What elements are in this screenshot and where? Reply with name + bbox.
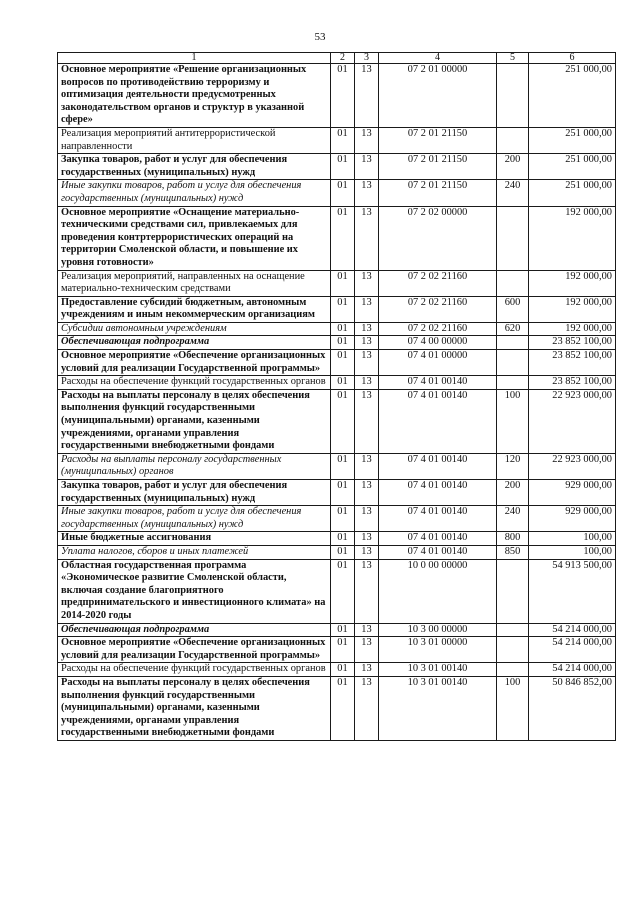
row-subsection-cell: 13 xyxy=(355,154,379,180)
table-row xyxy=(58,180,616,206)
row-name-cell: Уплата налогов, сборов и иных платежей xyxy=(58,545,331,559)
row-amount-cell: 54 214 000,00 xyxy=(529,623,616,637)
row-subsection-cell: 13 xyxy=(355,206,379,270)
row-amount-cell: 54 214 000,00 xyxy=(529,637,616,663)
table-row xyxy=(58,453,616,479)
row-name-cell: Расходы на выплаты персоналу в целях обеспечения выполнения функций государственными (муниципальными) органами, казенными учреждениями, органами управления государственными внебюджетными фондами xyxy=(58,389,331,453)
table-row xyxy=(58,676,616,740)
table-row xyxy=(58,506,616,532)
row-subsection-cell: 13 xyxy=(355,637,379,663)
table-row xyxy=(58,532,616,546)
table-row xyxy=(58,623,616,637)
table-row xyxy=(58,350,616,376)
table-row xyxy=(58,559,616,623)
row-expense-type-cell: 100 xyxy=(497,389,529,453)
row-name-cell: Иные закупки товаров, работ и услуг для обеспечения государственных (муниципальных) нужд xyxy=(58,180,331,206)
table-body xyxy=(58,64,616,741)
row-target-article-cell: 07 4 01 00140 xyxy=(379,545,497,559)
row-name-cell: Расходы на выплаты персоналу в целях обеспечения выполнения функций государственными (муниципальными) органами, казенными учреждениями, органами управления государственными внебюджетными фондами xyxy=(58,676,331,740)
row-target-article-cell: 07 2 01 21150 xyxy=(379,180,497,206)
row-subsection-cell: 13 xyxy=(355,127,379,153)
row-section-cell: 01 xyxy=(331,545,355,559)
row-target-article-cell: 07 4 01 00000 xyxy=(379,350,497,376)
column-header: 6 xyxy=(529,53,616,64)
row-section-cell: 01 xyxy=(331,453,355,479)
row-subsection-cell: 13 xyxy=(355,322,379,336)
row-target-article-cell: 07 4 00 00000 xyxy=(379,336,497,350)
row-amount-cell: 251 000,00 xyxy=(529,64,616,128)
row-target-article-cell: 07 2 01 00000 xyxy=(379,64,497,128)
row-section-cell: 01 xyxy=(331,64,355,128)
row-section-cell: 01 xyxy=(331,206,355,270)
page-number: 53 xyxy=(314,31,326,43)
row-expense-type-cell xyxy=(497,376,529,390)
row-name-cell: Обеспечивающая подпрограмма xyxy=(58,336,331,350)
budget-table xyxy=(57,52,616,741)
row-target-article-cell: 10 0 00 00000 xyxy=(379,559,497,623)
row-amount-cell: 192 000,00 xyxy=(529,270,616,296)
row-subsection-cell: 13 xyxy=(355,453,379,479)
row-target-article-cell: 07 2 01 21150 xyxy=(379,127,497,153)
row-subsection-cell: 13 xyxy=(355,532,379,546)
row-expense-type-cell xyxy=(497,64,529,128)
row-target-article-cell: 07 2 02 21160 xyxy=(379,296,497,322)
row-name-cell: Субсидии автономным учреждениям xyxy=(58,322,331,336)
row-name-cell: Областная государственная программа «Экономическое развитие Смоленской области, включая создание благоприятного предпринимательского и инвестиционного климата» на 2014-2020 годы xyxy=(58,559,331,623)
row-name-cell: Закупка товаров, работ и услуг для обеспечения государственных (муниципальных) нужд xyxy=(58,154,331,180)
row-section-cell: 01 xyxy=(331,350,355,376)
row-expense-type-cell: 850 xyxy=(497,545,529,559)
row-section-cell: 01 xyxy=(331,154,355,180)
row-section-cell: 01 xyxy=(331,532,355,546)
row-target-article-cell: 10 3 00 00000 xyxy=(379,623,497,637)
row-expense-type-cell xyxy=(497,559,529,623)
row-expense-type-cell: 620 xyxy=(497,322,529,336)
row-section-cell: 01 xyxy=(331,322,355,336)
row-expense-type-cell xyxy=(497,127,529,153)
row-expense-type-cell: 240 xyxy=(497,180,529,206)
row-target-article-cell: 07 2 01 21150 xyxy=(379,154,497,180)
row-expense-type-cell xyxy=(497,350,529,376)
row-name-cell: Основное мероприятие «Оснащение материально-техническими средствами сил, привлекаемых для проведения контртеррористических операций на территории Смоленской области, и повышение их уровня готовности» xyxy=(58,206,331,270)
column-header: 2 xyxy=(331,53,355,64)
row-amount-cell: 192 000,00 xyxy=(529,206,616,270)
table-row xyxy=(58,154,616,180)
row-expense-type-cell: 200 xyxy=(497,480,529,506)
row-expense-type-cell: 600 xyxy=(497,296,529,322)
row-section-cell: 01 xyxy=(331,376,355,390)
table-header-row xyxy=(58,53,616,64)
row-target-article-cell: 07 4 01 00140 xyxy=(379,389,497,453)
table-row xyxy=(58,206,616,270)
row-expense-type-cell xyxy=(497,270,529,296)
row-target-article-cell: 07 2 02 00000 xyxy=(379,206,497,270)
row-amount-cell: 251 000,00 xyxy=(529,127,616,153)
row-amount-cell: 100,00 xyxy=(529,545,616,559)
table-row xyxy=(58,296,616,322)
row-name-cell: Расходы на обеспечение функций государственных органов xyxy=(58,663,331,677)
row-amount-cell: 251 000,00 xyxy=(529,154,616,180)
row-subsection-cell: 13 xyxy=(355,180,379,206)
row-amount-cell: 100,00 xyxy=(529,532,616,546)
row-subsection-cell: 13 xyxy=(355,270,379,296)
table-row xyxy=(58,127,616,153)
row-name-cell: Расходы на обеспечение функций государственных органов xyxy=(58,376,331,390)
row-subsection-cell: 13 xyxy=(355,545,379,559)
row-amount-cell: 251 000,00 xyxy=(529,180,616,206)
row-subsection-cell: 13 xyxy=(355,350,379,376)
row-target-article-cell: 10 3 01 00140 xyxy=(379,676,497,740)
row-expense-type-cell: 100 xyxy=(497,676,529,740)
row-section-cell: 01 xyxy=(331,637,355,663)
table-row xyxy=(58,545,616,559)
table-row xyxy=(58,376,616,390)
row-subsection-cell: 13 xyxy=(355,623,379,637)
row-name-cell: Предоставление субсидий бюджетным, автономным учреждениям и иным некоммерческим организациям xyxy=(58,296,331,322)
row-subsection-cell: 13 xyxy=(355,64,379,128)
row-amount-cell: 929 000,00 xyxy=(529,480,616,506)
row-section-cell: 01 xyxy=(331,623,355,637)
row-amount-cell: 23 852 100,00 xyxy=(529,376,616,390)
row-section-cell: 01 xyxy=(331,676,355,740)
row-subsection-cell: 13 xyxy=(355,389,379,453)
table-row xyxy=(58,480,616,506)
column-header: 3 xyxy=(355,53,379,64)
row-section-cell: 01 xyxy=(331,180,355,206)
row-amount-cell: 54 913 500,00 xyxy=(529,559,616,623)
row-expense-type-cell: 200 xyxy=(497,154,529,180)
row-expense-type-cell: 120 xyxy=(497,453,529,479)
row-section-cell: 01 xyxy=(331,663,355,677)
row-amount-cell: 22 923 000,00 xyxy=(529,453,616,479)
row-amount-cell: 23 852 100,00 xyxy=(529,336,616,350)
row-section-cell: 01 xyxy=(331,270,355,296)
column-header: 4 xyxy=(379,53,497,64)
row-subsection-cell: 13 xyxy=(355,376,379,390)
table-row xyxy=(58,663,616,677)
row-amount-cell: 929 000,00 xyxy=(529,506,616,532)
row-name-cell: Основное мероприятие «Обеспечение организационных условий для реализации Государственной программы» xyxy=(58,350,331,376)
row-amount-cell: 192 000,00 xyxy=(529,322,616,336)
row-section-cell: 01 xyxy=(331,480,355,506)
row-expense-type-cell: 240 xyxy=(497,506,529,532)
row-subsection-cell: 13 xyxy=(355,676,379,740)
row-subsection-cell: 13 xyxy=(355,559,379,623)
row-expense-type-cell xyxy=(497,663,529,677)
row-amount-cell: 192 000,00 xyxy=(529,296,616,322)
row-name-cell: Реализация мероприятий антитеррористической направленности xyxy=(58,127,331,153)
row-amount-cell: 54 214 000,00 xyxy=(529,663,616,677)
table-row xyxy=(58,270,616,296)
row-section-cell: 01 xyxy=(331,127,355,153)
row-expense-type-cell xyxy=(497,637,529,663)
row-name-cell: Основное мероприятие «Решение организационных вопросов по противодействию терроризму и оптимизация деятельности предусмотренных законодательством органов и структур в указанной сфере» xyxy=(58,64,331,128)
row-amount-cell: 23 852 100,00 xyxy=(529,350,616,376)
row-section-cell: 01 xyxy=(331,559,355,623)
row-target-article-cell: 07 2 02 21160 xyxy=(379,322,497,336)
row-target-article-cell: 07 4 01 00140 xyxy=(379,376,497,390)
row-name-cell: Расходы на выплаты персоналу государственных (муниципальных) органов xyxy=(58,453,331,479)
row-section-cell: 01 xyxy=(331,506,355,532)
row-name-cell: Иные закупки товаров, работ и услуг для обеспечения государственных (муниципальных) нужд xyxy=(58,506,331,532)
row-expense-type-cell xyxy=(497,336,529,350)
row-target-article-cell: 07 4 01 00140 xyxy=(379,506,497,532)
row-expense-type-cell: 800 xyxy=(497,532,529,546)
table-row xyxy=(58,64,616,128)
row-section-cell: 01 xyxy=(331,336,355,350)
row-amount-cell: 22 923 000,00 xyxy=(529,389,616,453)
column-header: 5 xyxy=(497,53,529,64)
row-target-article-cell: 07 4 01 00140 xyxy=(379,453,497,479)
table-row xyxy=(58,637,616,663)
row-expense-type-cell xyxy=(497,623,529,637)
table-row xyxy=(58,389,616,453)
row-subsection-cell: 13 xyxy=(355,296,379,322)
row-section-cell: 01 xyxy=(331,296,355,322)
row-target-article-cell: 07 4 01 00140 xyxy=(379,532,497,546)
row-subsection-cell: 13 xyxy=(355,480,379,506)
row-name-cell: Обеспечивающая подпрограмма xyxy=(58,623,331,637)
row-target-article-cell: 07 4 01 00140 xyxy=(379,480,497,506)
column-header: 1 xyxy=(58,53,331,64)
row-amount-cell: 50 846 852,00 xyxy=(529,676,616,740)
row-target-article-cell: 10 3 01 00140 xyxy=(379,663,497,677)
row-target-article-cell: 07 2 02 21160 xyxy=(379,270,497,296)
row-name-cell: Иные бюджетные ассигнования xyxy=(58,532,331,546)
row-subsection-cell: 13 xyxy=(355,336,379,350)
table-row xyxy=(58,322,616,336)
row-section-cell: 01 xyxy=(331,389,355,453)
row-subsection-cell: 13 xyxy=(355,663,379,677)
row-name-cell: Реализация мероприятий, направленных на оснащение материально-техническим средствами xyxy=(58,270,331,296)
row-name-cell: Закупка товаров, работ и услуг для обеспечения государственных (муниципальных) нужд xyxy=(58,480,331,506)
row-subsection-cell: 13 xyxy=(355,506,379,532)
table-row xyxy=(58,336,616,350)
row-name-cell: Основное мероприятие «Обеспечение организационных условий для реализации Государственной программы» xyxy=(58,637,331,663)
row-expense-type-cell xyxy=(497,206,529,270)
row-target-article-cell: 10 3 01 00000 xyxy=(379,637,497,663)
